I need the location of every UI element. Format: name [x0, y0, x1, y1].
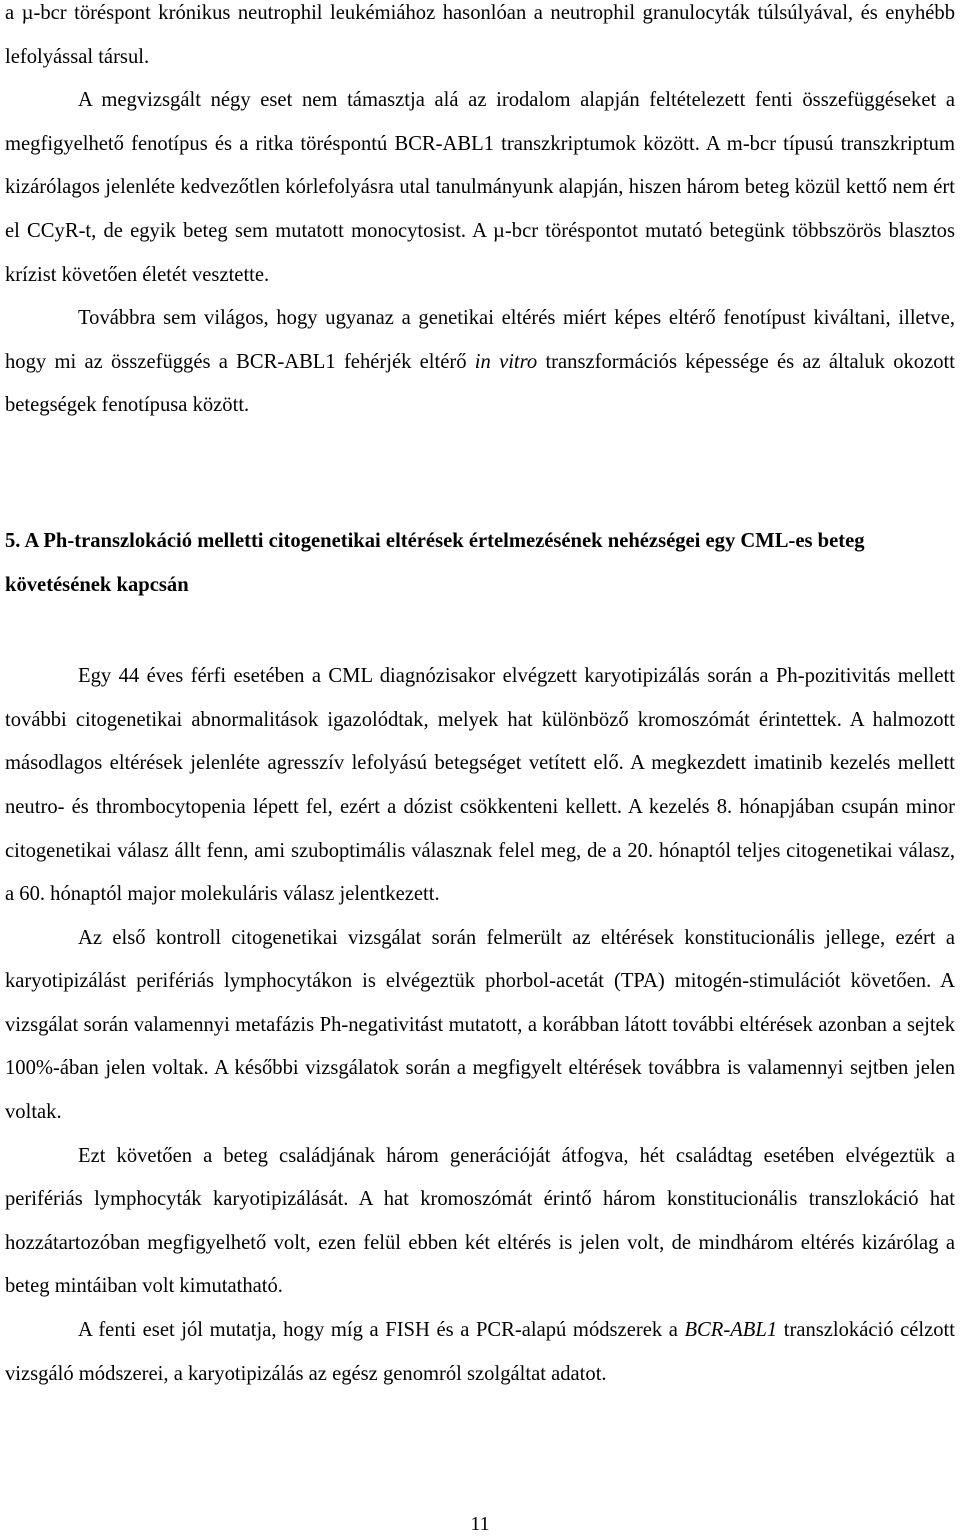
paragraph-first-control: Az első kontroll citogenetikai vizsgálat során felmerült az eltérések konstitucionális jellege, ezért a karyotipizálást perifériás lymphocytákon is elvégeztük phorbol-acetát (TPA) mitogén-stimulációt követően. A vizsgálat során valamennyi metafázis Ph-negativitást mutatott, a korábban látott további eltérések azonban a sejtek 100%-ában jelen voltak. A későbbi vizsgálatok során a megfigyelt eltérések továbbra is valamennyi sejtben jelen voltak. — [5, 926, 955, 1124]
paragraph-fish-text-1: A fenti eset jól mutatja, hogy míg a FISH és a PCR-alapú módszerek a — [78, 1319, 685, 1342]
paragraph-four-cases: A megvizsgált négy eset nem támasztja alá az irodalom alapján feltételezett fenti összefüggéseket a megfigyelhető fenotípus és a ritka töréspontú BCR-ABL1 transzkriptumok között. A m-bcr típusú transzkriptum kizárólagos jelenléte kedvezőtlen kórlefolyásra utal tanulmányunk alapján, hiszen három beteg közül kettő nem ért el CCyR-t, de egyik beteg sem mutatott monocytosist. A µ-bcr töréspontot mutató betegünk többszörös blasztos krízist követően életét vesztette. — [5, 89, 955, 286]
document-page — [5, 0, 955, 1396]
paragraph-continuation: a µ-bcr töréspont krónikus neutrophil leukémiához hasonlóan a neutrophil granulocyták túlsúlyával, és enyhébb lefolyással társul. — [5, 2, 955, 68]
page-number: 11 — [470, 1513, 490, 1535]
paragraph-fish — [5, 1309, 955, 1396]
paragraph-in-vitro — [5, 297, 955, 428]
paragraph-in-vitro-text-1: Továbbra sem világos, hogy ugyanaz a genetikai eltérés miért képes eltérő fenotípust kiváltani, illetve, hogy mi az összefüggés a BCR-ABL1 fehérjék eltérő — [5, 307, 955, 373]
italic-term-bcr-abl1: BCR-ABL1 — [684, 1319, 778, 1342]
italic-term-in-vitro: in vitro — [474, 350, 538, 373]
paragraph-family: Ezt követően a beteg családjának három generációját átfogva, hét családtag esetében elvégeztük a perifériás lymphocyták karyotipizálását. A hat kromoszómát érintő három konstitucionális transzlokáció hat hozzátartozóban megfigyelhető volt, ezen felül ebben két eltérés is jelen volt, de mindhárom eltérés kizárólag a beteg mintáiban volt kimutatható. — [5, 1144, 955, 1298]
section-heading: 5. A Ph-transzlokáció melletti citogenetikai eltérések értelmezésének nehézségei egy CML-es beteg követésének kapcsán — [5, 529, 865, 596]
paragraph-in-vitro-text-2: transzformációs képessége és az általuk okozott betegségek fenotípusa között. — [5, 350, 955, 417]
paragraph-fish-text-2: transzlokáció célzott vizsgáló módszerei, a karyotipizálás az egész genomról szolgáltat adatot. — [5, 1319, 955, 1385]
paragraph-case-44: Egy 44 éves férfi esetében a CML diagnózisakor elvégzett karyotipizálás során a Ph-pozitivitás mellett további citogenetikai abnormalitások igazolódtak, melyek hat különböző kromoszómát érintettek. A halmozott másodlagos eltérések jelenléte agresszív lefolyású betegséget vetített elő. A megkezdett imatinib kezelés mellett neutro- és thrombocytopenia lépett fel, ezért a dózist csökkenteni kellett. A kezelés 8. hónapjában csupán minor citogenetikai válasz állt fenn, ami szuboptimális válasznak felel meg, de a 20. hónaptól teljes citogenetikai válasz, a 60. hónaptól major molekuláris válasz jelentkezett. — [5, 665, 955, 906]
